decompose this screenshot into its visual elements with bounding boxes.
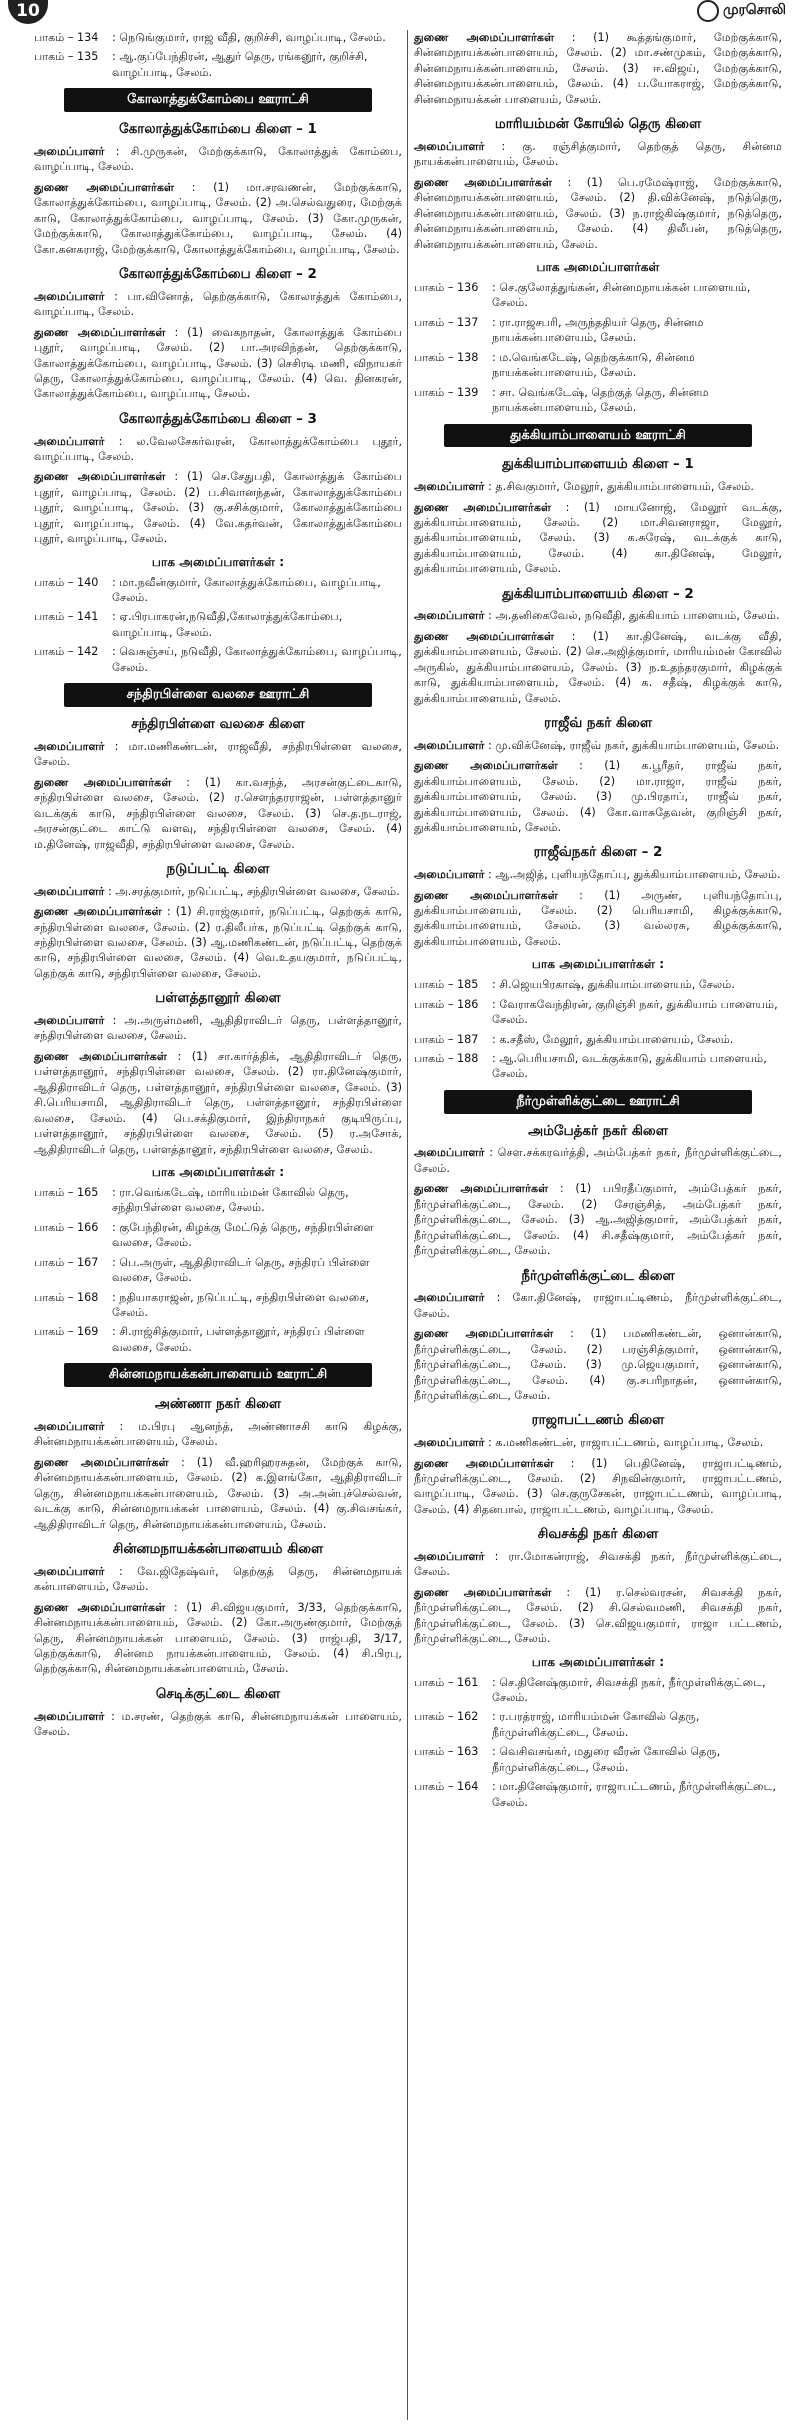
organizer-details: : ஆ.அஜித், புளியந்தோப்பு, துக்கியாம்பாளையம், சேலம். (488, 868, 781, 882)
booth-number: பாகம் – 135 (34, 50, 99, 64)
organizer-details: : (1) வைகநாதன், கோலாத்துக் கோம்பை புதூர், வாழப்பாடி, சேலம். (2) பா.அரவிந்தன், தெற்குக்காடு, கோலாத்துக்கோம்பை, வாழப்பாடி, சேலம். (3) செசிரடி மணி, விநாயகர் தெரு, கோலாத்துக்கோம்பை, வாழப்பாடி, சேலம். (4) வெ. தினகரன், கோலாத்துக்கோம்பை, வாழப்பாடி, சேலம். (34, 325, 402, 401)
organizer-role: அமைப்பாளர் (34, 1419, 105, 1433)
organizer-role: துணை அமைப்பாளர்கள் (414, 1327, 554, 1341)
branch-title: மாரியம்மன் கோயில் தெரு கிளை (494, 116, 702, 133)
logo-icon (697, 0, 719, 22)
branch-title: நடுப்பட்டி கிளை (166, 860, 270, 877)
branch-title: துக்கியாம்பாளையம் கிளை – 2 (502, 585, 694, 602)
organizer-role: அமைப்பாளர் (34, 739, 105, 753)
organizer-role: அமைப்பாளர் (414, 1291, 485, 1305)
organizer-details: : (1) அருண், புளியந்தோப்பு, துக்கியாம்பாளையம், சேலம். (2) பெரியசாமி, கிழக்குக்காடு, துக்கியாம்பாளையம், சேலம். (3) வல்லரசு, கிழக்குக்காடு, துக்கியாம்பாளையம், சேலம். (414, 888, 782, 948)
organizer-details: : மா.மணிகண்டன், ராஜவீதி, சந்திரபிள்ளை வலசை, சேலம். (34, 739, 402, 769)
organizer-entry (414, 175, 782, 252)
column-divider (407, 30, 408, 2420)
organizer-entry (414, 1181, 782, 1258)
organizer-entry (414, 1585, 782, 1647)
booth-organizer: : ர.பரத்ராஜ், மாரியம்மன் கோவில் தெரு, நீர்முள்ளிக்குட்டை, சேலம். (492, 1710, 700, 1739)
organizer-entry (414, 608, 782, 623)
booth-number: பாகம் – 185 (414, 978, 479, 992)
branch-title: நீர்முள்ளிக்குட்டை கிளை (521, 1267, 675, 1284)
booth-row (34, 644, 402, 675)
booth-row (414, 1675, 782, 1706)
booth-organizer: : மா.நவீன்குமார், கோலாத்துக்கோம்பை, வாழப்பாடி, சேலம். (112, 575, 381, 604)
booth-row (34, 30, 402, 45)
panchayat-banner: நீர்முள்ளிக்குட்டை ஊராட்சி (444, 1090, 752, 1114)
organizer-details: : (1) பெதினேஷ், ராஜாபட்டிணம், நீர்முள்ளிக்குட்டை, சேலம். (2) சிநவின்குமார், ராஜாபட்டணம், வாழப்பாடி, சேலம். (3) செ.குருசேகன், ராஜாபட்டணம், வாழப்பாடி, சேலம். (4) சிதனபால், ராஜாபட்டணம், வாழப்பாடி, சேலம். (414, 1456, 782, 1516)
booth-row (414, 1051, 782, 1082)
booth-organizer: : ஆ.பெரியசாமி, வடக்குக்காடு, துக்கியாம் பாளையம், சேலம். (492, 1052, 767, 1081)
booth-number: பாகம் – 162 (414, 1710, 479, 1724)
organizer-role: துணை அமைப்பாளர்கள் (414, 1585, 552, 1599)
booth-row (34, 49, 402, 80)
page-header (0, 0, 800, 30)
booth-organizer: : வெசுஞ்சய், நடுவீதி, கோலாத்துக்கோம்பை, வாழப்பாடி, சேலம். (112, 645, 402, 674)
organizer-details: : ரா.மோகன்ராஜ், சிவசக்தி நகர், நீர்முள்ளிக்குட்டை, சேலம். (414, 1549, 782, 1579)
branch-title: ராஜீவ்நகர் கிளை – 2 (533, 844, 663, 861)
booth-organizers-heading: பாக அமைப்பாளர்கள் (536, 260, 660, 275)
branch-title: ராஜாபட்டணம் கிளை (531, 1412, 665, 1429)
organizer-details: : அ.அருள்மணி, ஆதிதிராவிடர் தெரு, பள்ளத்தானூர், சந்திரபிள்ளை வலசை, சேலம். (34, 1013, 402, 1043)
article-body (34, 30, 794, 2425)
booth-organizer: : ஏ.பிரபாகரன்,நடுவீதி,கோலாத்துக்கோம்பை, வாழப்பாடி, சேலம். (112, 610, 343, 639)
booth-number: பாகம் – 142 (34, 645, 99, 659)
organizer-entry (34, 180, 402, 257)
organizer-entry (34, 289, 402, 320)
booth-row (34, 1255, 402, 1286)
booth-number: பாகம் – 139 (414, 385, 479, 399)
organizer-details: : (1) சா.கார்த்திக், ஆதிதிராவிடர் தெரு, பள்ளத்தானூர், சந்திரபிள்ளை வலசை, சேலம். (2) ரா.தினேஷ்குமார், ஆதிதிராவிடர் தெரு, பள்ளத்தானூர், சந்திரபிள்ளை வலசை, சேலம். (3) சி.பெரியசாமி, ஆதிதிராவிடர் தெரு, பள்ளத்தானூர், சந்திரபிள்ளை வலசை, சேலம். (4) பெ.சக்திகுமார், இந்திராநகர் குடியிருப்பு, பள்ளத்தானூர், சந்திரபிள்ளை வலசை, சேலம். (5) ர.அசோக், ஆதிதிராவிடர் தெரு, பள்ளத்தானூர், சந்திரபிள்ளை வலசை, சேலம். (34, 1049, 402, 1156)
booth-row (414, 1709, 782, 1740)
booth-organizer: : நதியாகராஜன், நடுப்பட்டி, சந்திரபிள்ளை வலசை, சேலம். (112, 1290, 370, 1320)
booth-number: பாகம் – 169 (34, 1325, 99, 1339)
booth-organizer: : க.சதீஸ், மேலூர், துக்கியாம்பாளையம், சேலம். (492, 1032, 734, 1046)
organizer-entry (34, 1049, 402, 1157)
organizer-details: : ம.சரண், தெற்குக் காடு, சின்னமநாயக்கன் பாளையம், சேலம். (34, 1709, 402, 1738)
booth-organizer: : குபேந்திரன், கிழக்கு மேட்டுத் தெரு, சந்திரபிள்ளை வலசை, சேலம். (112, 1220, 374, 1250)
organizer-details: : (1) மாயனோஜ், மேலூர் வடக்கு, துக்கியாம்பாளையம், சேலம். (2) மா.சிவனராஜா, மேலூர், துக்கியாம்பாளையம், சேலம். (3) க.சுரேஷ், வடக்குக் காடு, துக்கியாம்பாளையம், சேலம். (4) கா.தினேஷ், மேலூர், துக்கியாம்பாளையம், சேலம். (414, 500, 782, 576)
organizer-details: : (1) பமணிகண்டன், ஒனான்காடு, நீர்முள்ளிக்குட்டை, சேலம். (2) பரஞ்சித்குமார், ஒனான்காடு, நீர்முள்ளிக்குட்டை, சேலம். (3) மு.ஜெயகுமார், ஒனான்காடு, நீர்முள்ளிக்குட்டை, சேலம். (4) கு.சபரிநாதன், ஒனான்காடு, நீர்முள்ளிக்குட்டை, சேலம். (414, 1327, 782, 1402)
organizer-entry (414, 30, 782, 107)
organizer-details: : கோ.தினேஷ், ராஜாபட்டிணம், நீர்முள்ளிக்குட்டை, சேலம். (414, 1291, 782, 1320)
organizer-details: : (1) கா.தினேஷ், வடக்கு வீதி, துக்கியாம்பாளையம், சேலம். (2) செ.அஜித்குமார், மாரியம்மன் கோவில் அருகில், துக்கியாம்பாளையம், சேலம். (3) ந.உதந்தரகுமார், கிழக்குக் காடு, துக்கியாம்பாளையம், சேலம். (4) க. சதீஷ், கிழக்குக் காடு, துக்கியாம்பாளையம், சேலம். (414, 629, 782, 705)
booth-number: பாகம் – 163 (414, 1745, 479, 1759)
organizer-details: : (1) மா.சரவணன், மேற்குக்காடு, கோலாத்துக்கோம்பை, வாழப்பாடி, சேலம். (2) அ.செல்வதுரை, மேற்குக் காடு, கோலாத்துக்கோம்பை, வாழப்பாடி, சேலம். (3) கோ.முருகன், மேற்குக்காடு, கோலாத்துக்கோம்பை, வாழப்பாடி, சேலம். (4) கோ.கனகராஜ், மேற்குக்காடு, கோலாத்துக்கோம்பை, வாழப்பாடி, சேலம். (34, 180, 402, 256)
booth-row (34, 1324, 402, 1355)
organizer-entry (414, 1549, 782, 1580)
organizer-entry (414, 1456, 782, 1518)
booth-organizer: : வெசிவசங்கர், மதுரை வீரன் கோவில் தெரு, நீர்முள்ளிக்குட்டை, சேலம். (492, 1745, 721, 1774)
organizer-entry (414, 867, 782, 882)
organizer-details: : (1) வீ.ஹரிஹரசுதன், மேற்குக் காடு, சின்னமநாயக்கன்பாளையம், சேலம். (2) க.இளங்கோ, ஆதிதிராவிடர் தெரு, சின்னமநாயக்கன்பாளையம், சேலம். (3) அ.அன்புச்செல்வன், வடக்கு காடு, சின்னமநாயக்கன் பாளையம், சேலம். (4) கு.சிவசங்கர், ஆதிதிராவிடர் தெரு, சின்னமநாயக்கன்பாளையம், சேலம். (34, 1455, 402, 1531)
booth-organizer: : நெடுங்குமார், ராஜ வீதி, குறிச்சி, வாழப்பாடி, சேலம். (112, 31, 386, 44)
masthead-title: முரசொலி (723, 2, 786, 19)
organizer-role: துணை அமைப்பாளர்கள் (34, 1600, 166, 1614)
booth-organizer: : ம.வெங்கடேஷ், தெற்குக்காடு, சின்னம நாயக்கன்பாளையம், சேலம். (492, 350, 695, 380)
organizer-details: : (1) கூத்தங்குமார், மேற்குக்காடு, சின்னமநாயக்கன்பாளையம், சேலம். (2) மா.சண்முகம், மேற்குக்காடு, சின்னமநாயக்கன்பாளையம், சேலம். (3) ஈ.விஜய், மேற்குக்காடு, சின்னமநாயக்கன்பாளையம், சேலம். (4) ப.யோகராஜ், மேற்குக்காடு, சின்னமநாயக்கன் பாளையம், சேலம். (414, 31, 782, 106)
organizer-role: துணை அமைப்பாளர்கள் (414, 1456, 554, 1470)
organizer-role: அமைப்பாளர் (34, 144, 105, 158)
organizer-entry (414, 888, 782, 950)
branch-title: கோலாத்துக்கோம்பை கிளை – 3 (119, 410, 317, 427)
booth-organizers-heading: பாக அமைப்பாளர்கள் : (531, 1654, 665, 1669)
booth-number: பாகம் – 168 (34, 1290, 99, 1304)
organizer-entry (414, 1145, 782, 1176)
booth-number: பாகம் – 140 (34, 575, 99, 589)
organizer-role: துணை அமைப்பாளர்கள் (34, 470, 166, 484)
organizer-entry (414, 758, 782, 835)
masthead-logo (697, 0, 786, 22)
organizer-entry (34, 739, 402, 770)
organizer-role: துணை அமைப்பாளர்கள் (414, 759, 558, 773)
organizer-role: துணை அமைப்பாளர்கள் (34, 1455, 169, 1469)
booth-organizer: : ரா.வெங்கடேஷ், மாரியம்மன் கோவில் தெரு, சந்திரபிள்ளை வலசை, சேலம். (112, 1185, 349, 1215)
branch-title: சந்திரபிள்ளை வலசை கிளை (131, 716, 305, 733)
organizer-role: அமைப்பாளர் (414, 609, 485, 623)
organizer-entry (34, 1013, 402, 1044)
organizer-role: அமைப்பாளர் (414, 1436, 485, 1450)
organizer-details: : த.சிவகுமார், மேலூர், துக்கியாம்பாளையம், சேலம். (488, 480, 754, 494)
organizer-role: துணை அமைப்பாளர்கள் (34, 775, 172, 789)
organizer-role: துணை அமைப்பாளர்கள் (414, 500, 552, 514)
booth-row (34, 1220, 402, 1251)
booth-organizer: : செ.தினேஷ்குமார், சிவசக்தி நகர், நீர்முள்ளிக்குட்டை, சேலம். (492, 1675, 766, 1704)
organizer-role: துணை அமைப்பாளர்கள் (414, 175, 553, 189)
organizer-role: அமைப்பாளர் (414, 1549, 485, 1563)
booth-row (414, 1744, 782, 1775)
booth-organizer: : ரா.ராஜசபரி, அருந்ததியர் தெரு, சின்னம நாயக்கன்பாளையம், சேலம். (492, 315, 704, 345)
booth-row (414, 977, 782, 992)
organizer-entry (34, 1419, 402, 1450)
booth-number: பாகம் – 136 (414, 280, 479, 294)
organizer-details: : வே.ஜிதேஷ்வர், தெற்குத் தெரு, சின்னமநாயக் கன்பாளையம், சேலம். (34, 1564, 402, 1594)
organizer-entry (414, 1326, 782, 1403)
organizer-role: அமைப்பாளர் (414, 139, 485, 153)
organizer-entry (34, 1600, 402, 1677)
branch-title: அம்பேத்கர் நகர் கிளை (528, 1122, 668, 1139)
organizer-entry (414, 1435, 782, 1450)
organizer-entry (34, 469, 402, 546)
organizer-details: : ம.பிரபு ஆனந்த், அண்ணாசசி காடு கிழக்கு, சின்னமநாயக்கன்பாளையம், சேலம். (34, 1419, 402, 1449)
organizer-entry (414, 139, 782, 170)
booth-number: பாகம் – 167 (34, 1255, 99, 1269)
organizer-role: துணை அமைப்பாளர்கள் (414, 888, 558, 902)
organizer-entry (34, 434, 402, 465)
right-column (414, 30, 782, 1814)
booth-row (414, 350, 782, 381)
organizer-details: : (1) ர.செல்வரசன், சிவசக்தி நகர், நீர்முள்ளிக்குட்டை, சேலம். (2) சி.செல்வமணி, சிவசக்தி நகர், நீர்முள்ளிக்குட்டை, சேலம். (3) செ.விஜயகுமார், ராஜா பட்டணம், நீர்முள்ளிக்குட்டை, சேலம். (414, 1585, 782, 1646)
organizer-role: அமைப்பாளர் (34, 1013, 105, 1027)
booth-number: பாகம் – 134 (34, 31, 99, 44)
booth-row (34, 575, 402, 606)
booth-organizer: : மா.தினேஷ்குமார், ராஜாபட்டணம், நீர்முள்ளிக்குட்டை, சேலம். (492, 1780, 777, 1809)
organizer-details: : பா.வினோத், தெற்குக்காடு, கோலாத்துக் கோம்பை, வாழப்பாடி, சேலம். (34, 289, 403, 319)
organizer-role: அமைப்பாளர் (34, 1564, 105, 1578)
organizer-details: : (1) க.பூரீதர், ராஜீவ் நகர், துக்கியாம்பாளையம், சேலம். (2) மா.ராஜா, ராஜீவ் நகர், துக்கியாம்பாளையம், சேலம். (3) மு.பிரதாப், ராஜீவ் நகர், துக்கியாம்பாளையம், சேலம். (4) கோ.வாசுதேவன், குறிஞ்சி நகர், துக்கியாம்பாளையம், சேலம். (414, 759, 782, 835)
panchayat-banner: சின்னமநாயக்கன்பாளையம் ஊராட்சி (64, 1363, 372, 1387)
organizer-details: : அ.சரத்குமார், நடுப்பட்டி, சந்திரபிள்ளை வலசை, சேலம். (108, 884, 400, 898)
organizer-role: அமைப்பாளர் (34, 1709, 105, 1723)
booth-row (34, 1290, 402, 1321)
booth-number: பாகம் – 166 (34, 1220, 99, 1234)
organizer-role: துணை அமைப்பாளர்கள் (34, 1049, 168, 1063)
booth-organizer: : வேராகவேந்திரன், குறிஞ்சி நகர், துக்கியாம் பாளையம், சேலம். (492, 997, 778, 1027)
organizer-details: : (1) பபிரதீப்குமார், அம்பேத்கர் நகர், நீர்முள்ளிக்குட்டை, சேலம். (2) சேரஞ்சித், அம்பேத்கர் நகர், நீர்முள்ளிக்குட்டை, சேலம். (3) ஆ.அஜித்குமார், அம்பேத்கர் நகர், நீர்முள்ளிக்குட்டை, சேலம். (4) சி.சதீஷ்குமார், அம்பேத்கர் நகர், நீர்முள்ளிக்குட்டை, சேலம். (414, 1182, 782, 1258)
booth-organizer: : ஆ.குப்பேந்திரன், ஆதுர் தெரு, ரங்கனூர், குறிச்சி, வாழப்பாடி, சேலம். (112, 50, 368, 79)
organizer-details: : (1) கா.வசந்த், அரசன்குட்டைகாடு, சந்திரபிள்ளை வலசை, சேலம். (2) ர.சௌந்தரராஜன், பள்ளத்தானுர் வடக்குக் காடு, சந்திரபிள்ளை வலசை, சேலம். (3) செ.த.நடராஜ், அரசன்குட்டை காட்டு வளவு, சந்திரபிள்ளை வலசை, சேலம். (4) ம.தினேஷ், ராஜவீதி, சந்திரபிள்ளை வலசை, சேலம். (34, 775, 402, 851)
booth-number: பாகம் – 186 (414, 997, 479, 1011)
branch-title: சிவசக்தி நகர் கிளை (537, 1526, 659, 1543)
booth-number: பாகம் – 161 (414, 1675, 479, 1689)
organizer-details: : சி.முருகன், மேற்குக்காடு, கோலாத்துக் கோம்பை, வாழப்பாடி, சேலம். (34, 144, 402, 174)
branch-title: சின்னமநாயக்கன்பாளையம் கிளை (112, 1541, 324, 1558)
organizer-role: அமைப்பாளர் (34, 289, 105, 303)
organizer-entry (34, 884, 402, 899)
booth-organizer: : செ.குலோத்துங்கன், சின்னமநாயக்கன் பாளையம், சேலம். (492, 280, 751, 310)
organizer-details: : அ.தனிகைவேல், நடுவீதி, துக்கியாம் பாளையம், சேலம். (488, 609, 780, 623)
organizer-role: துணை அமைப்பாளர்கள் (414, 31, 555, 44)
branch-title: செடிக்குட்டை கிளை (155, 1685, 281, 1702)
branch-title: பள்ளத்தானூர் கிளை (155, 990, 281, 1007)
branch-title: கோலாத்துக்கோம்பை கிளை – 2 (119, 266, 317, 283)
organizer-role: துணை அமைப்பாளர்கள் (34, 905, 162, 919)
organizer-entry (414, 479, 782, 494)
organizer-role: துணை அமைப்பாளர்கள் (414, 1182, 549, 1196)
organizer-entry (414, 738, 782, 753)
booth-row (414, 385, 782, 416)
booth-number: பாகம் – 165 (34, 1185, 99, 1199)
booth-row (414, 997, 782, 1028)
booth-number: பாகம் – 138 (414, 350, 479, 364)
organizer-details: : ல.வேலசேகர்வரன், கோலாத்துக்கோம்பை புதூர், வாழப்பாடி, சேலம். (34, 434, 402, 463)
organizer-details: : மு.விக்னேஷ், ராஜீவ் நகர், துக்கியாம்பாளையம், சேலம். (488, 738, 780, 752)
booth-number: பாகம் – 164 (414, 1780, 479, 1794)
branch-title: துக்கியாம்பாளையம் கிளை – 1 (502, 456, 694, 473)
organizer-role: அமைப்பாளர் (414, 1146, 485, 1160)
panchayat-banner: சந்திரபிள்ளை வலசை ஊராட்சி (64, 683, 372, 707)
booth-row (414, 1032, 782, 1047)
organizer-details: : கு. ரஞ்சித்குமார், தெற்குத் தெரு, சின்னம நாயக்கன்பாளையம், சேலம். (414, 139, 783, 169)
panchayat-banner: கோலாத்துக்கோம்பை ஊராட்சி (64, 88, 372, 112)
organizer-details: : (1) சி.ராஜ்குமார், நடுப்பட்டி, தெற்குக் காடு, சந்திரபிள்ளை வலசை, சேலம். (2) ர.திலீபர்க, நடுப்பட்டி தெற்குக் காடு, சந்திரபிள்ளை வலசை, சேலம். (3) ஆ.மணிகண்டன், நடுப்பட்டி, தெற்குக் காடு, சந்திரபிள்ளை வலசை, சேலம். (4) வெ.உதயகுமார், நடுப்பட்டி, தெற்குக் காடு, சந்திரபிள்ளை வலசை, சேலம். (34, 905, 402, 980)
organizer-entry (34, 325, 402, 402)
organizer-entry (414, 1290, 782, 1321)
booth-organizers-heading: பாக அமைப்பாளர்கள் : (151, 554, 285, 569)
booth-row (414, 1779, 782, 1810)
organizer-entry (414, 629, 782, 706)
organizer-entry (34, 1564, 402, 1595)
organizer-role: அமைப்பாளர் (414, 868, 485, 882)
organizer-role: துணை அமைப்பாளர்கள் (34, 325, 166, 339)
organizer-entry (34, 1709, 402, 1740)
organizer-entry (34, 1455, 402, 1532)
booth-number: பாகம் – 137 (414, 315, 479, 329)
booth-number: பாகம் – 188 (414, 1052, 479, 1066)
booth-organizers-heading: பாக அமைப்பாளர்கள் : (531, 957, 665, 972)
booth-number: பாகம் – 141 (34, 610, 99, 624)
organizer-role: அமைப்பாளர் (414, 738, 485, 752)
booth-row (34, 609, 402, 640)
organizer-details: : செள.சக்கரவர்த்தி, அம்பேத்கர் நகர், நீர்முள்ளிக்குட்டை, சேலம். (414, 1146, 782, 1175)
organizer-details: : க.மணிகண்டன், ராஜாபட்டணம், வாழப்பாடி, சேலம். (488, 1436, 764, 1450)
organizer-details: : (1) சி.விஜயகுமார், 3/33, தெற்குக்காடு, சின்னமநாயக்கன்பாளையம், சேலம். (2) கோ.அருண்குமார், மேற்குத் தெரு, சின்னமநாயக்கன் பாளையம், சேலம். (3) ராஜ்பதி, 3/17, தெற்குக்காடு, சின்னம நாயக்கன்பாளையம், சேலம். (4) சி.பிரபு, தெற்குக்காடு, சின்னமநாயக்கன்பாளையம், சேலம். (34, 1600, 402, 1676)
organizer-role: துணை அமைப்பாளர்கள் (34, 180, 175, 194)
organizer-details: : (1) செ.சேதுபதி, கோலாத்துக் கோம்பை புதூர், வாழப்பாடி, சேலம். (2) ப.சிவானந்தன், கோலாத்துக்கோம்பை புதூர், வாழப்பாடி, சேலம். (3) கு.சசிக்குமார், கோலாத்துக்கோம்பை புதூர், வாழப்பாடி, சேலம். (4) வே.கதர்வன், கோலாத்துக்கோம்பை புதூர், வாழப்பாடி, சேலம். (34, 470, 402, 546)
page-number: 10 (8, 0, 48, 24)
branch-title: ராஜீவ் நகர் கிளை (544, 715, 652, 732)
organizer-role: அமைப்பாளர் (414, 480, 485, 494)
booth-row (34, 1185, 402, 1216)
organizer-entry (34, 144, 402, 175)
booth-row (414, 315, 782, 346)
organizer-entry (34, 904, 402, 981)
organizer-entry (414, 500, 782, 577)
booth-number: பாகம் – 187 (414, 1032, 479, 1046)
organizer-role: அமைப்பாளர் (34, 434, 105, 448)
booth-organizer: : சி.ஜெயபிரகாஷ், துக்கியாம்பாளையம், சேலம். (492, 978, 735, 992)
organizer-entry (34, 775, 402, 852)
organizer-role: துணை அமைப்பாளர்கள் (414, 629, 555, 643)
organizer-details: : (1) பெ.ரமேஷ்ராஜ், மேற்குக்காடு, சின்னமநாயக்கன்பாளையம், சேலம். (2) தி.விக்னேஷ், நடுத்தெரு, சின்னமநாயக்கன்பாளையம், சேலம். (3) ந.ராஜ்கிஷ்குமார், நடுத்தெரு, சின்னமநாயக்கன்பாளையம், சேலம். (4) திலீபன், நடுத்தெரு, சின்னமநாயக்கன்பாளையம், சேலம். (414, 175, 782, 251)
organizer-role: அமைப்பாளர் (34, 884, 105, 898)
panchayat-banner: துக்கியாம்பாளையம் ஊராட்சி (444, 424, 752, 448)
booth-organizer: : சா. வெங்கடேஷ், தெற்குத் தெரு, சின்னம நாயக்கன்பாளையம், சேலம். (492, 385, 709, 415)
booth-organizer: : பெ.அருள், ஆதிதிராவிடர் தெரு, சந்திரப் பிள்ளை வலசை, சேலம். (112, 1255, 370, 1285)
booth-organizer: : சி.ராஜ்சித்குமார், பள்ளத்தானூர், சந்திரப் பிள்ளை வலசை, சேலம். (112, 1325, 365, 1354)
branch-title: கோலாத்துக்கோம்பை கிளை – 1 (119, 121, 317, 138)
left-column (34, 30, 402, 1744)
booth-organizers-heading: பாக அமைப்பாளர்கள் : (151, 1165, 285, 1180)
booth-row (414, 280, 782, 311)
branch-title: அண்ணா நகர் கிளை (154, 1396, 282, 1413)
